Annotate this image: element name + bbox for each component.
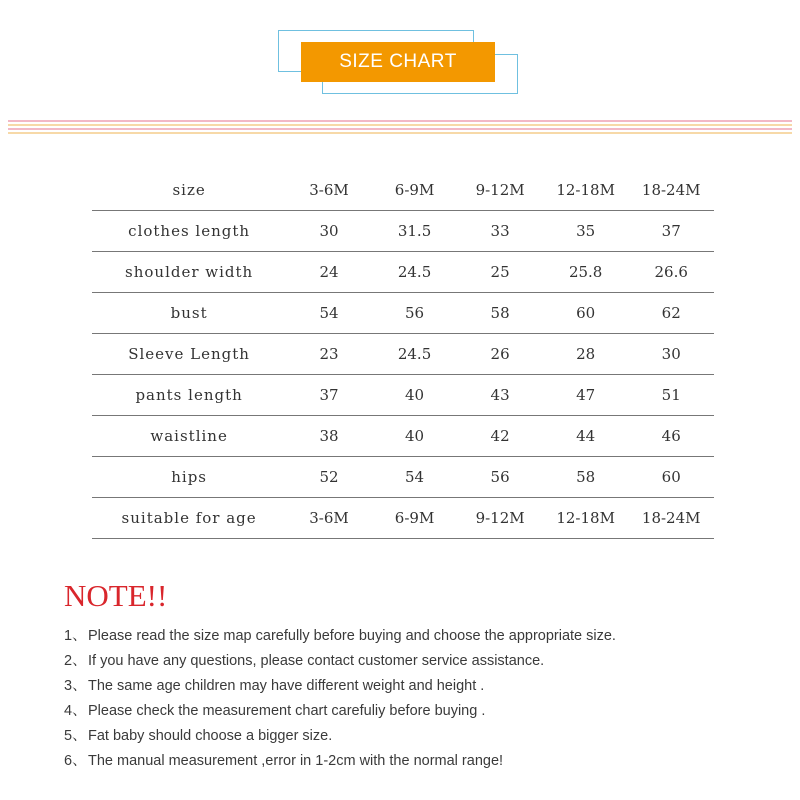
size-chart-banner bbox=[301, 42, 495, 82]
row-label: bust bbox=[92, 293, 286, 334]
table-cell: 56 bbox=[372, 293, 458, 334]
table-row bbox=[92, 375, 714, 416]
decorative-stripes bbox=[8, 120, 792, 134]
table-cell: 24 bbox=[286, 252, 372, 293]
column-header: 12-18M bbox=[543, 170, 629, 211]
list-item bbox=[64, 624, 616, 649]
table-cell: 38 bbox=[286, 416, 372, 457]
stripe-2 bbox=[8, 124, 792, 126]
table-cell: 24.5 bbox=[372, 334, 458, 375]
table-cell: 54 bbox=[372, 457, 458, 498]
page-title: SIZE CHART bbox=[339, 51, 457, 72]
table-cell: 51 bbox=[628, 375, 714, 416]
table-cell: 47 bbox=[543, 375, 629, 416]
table-cell: 56 bbox=[457, 457, 543, 498]
table-cell: 26.6 bbox=[628, 252, 714, 293]
table-row bbox=[92, 416, 714, 457]
table-cell: 30 bbox=[286, 211, 372, 252]
row-label: suitable for age bbox=[92, 498, 286, 539]
row-label: clothes length bbox=[92, 211, 286, 252]
note-text: Please read the size map carefully before buying and choose the appropriate size. bbox=[88, 628, 616, 644]
stripe-3 bbox=[8, 128, 792, 130]
stripe-4 bbox=[8, 132, 792, 134]
table-cell: 40 bbox=[372, 416, 458, 457]
note-text: Fat baby should choose a bigger size. bbox=[88, 728, 333, 744]
note-number: 4、 bbox=[64, 703, 87, 719]
column-header: 18-24M bbox=[628, 170, 714, 211]
column-header: 6-9M bbox=[372, 170, 458, 211]
table-row bbox=[92, 252, 714, 293]
column-header: size bbox=[92, 170, 286, 211]
table-cell: 60 bbox=[628, 457, 714, 498]
table-cell: 40 bbox=[372, 375, 458, 416]
column-header: 9-12M bbox=[457, 170, 543, 211]
note-text: The same age children may have different weight and height . bbox=[88, 678, 485, 694]
table-header-row bbox=[92, 170, 714, 211]
table-cell: 37 bbox=[286, 375, 372, 416]
table-cell: 58 bbox=[543, 457, 629, 498]
table-cell: 31.5 bbox=[372, 211, 458, 252]
table-cell: 44 bbox=[543, 416, 629, 457]
table-cell: 30 bbox=[628, 334, 714, 375]
size-table bbox=[92, 170, 714, 539]
table-cell: 12-18M bbox=[543, 498, 629, 539]
stripe-1 bbox=[8, 120, 792, 122]
table-cell: 58 bbox=[457, 293, 543, 334]
table-cell: 3-6M bbox=[286, 498, 372, 539]
table-cell: 43 bbox=[457, 375, 543, 416]
note-text: Please check the measurement chart carefuliy before buying . bbox=[88, 703, 486, 719]
note-list bbox=[64, 624, 616, 774]
row-label: waistline bbox=[92, 416, 286, 457]
table-cell: 33 bbox=[457, 211, 543, 252]
table-cell: 26 bbox=[457, 334, 543, 375]
table-cell: 60 bbox=[543, 293, 629, 334]
table-row bbox=[92, 334, 714, 375]
table-row bbox=[92, 457, 714, 498]
table-cell: 28 bbox=[543, 334, 629, 375]
table-row bbox=[92, 211, 714, 252]
table-row bbox=[92, 293, 714, 334]
row-label: hips bbox=[92, 457, 286, 498]
note-text: The manual measurement ,error in 1-2cm with the normal range! bbox=[88, 753, 504, 769]
note-text: If you have any questions, please contact customer service assistance. bbox=[88, 653, 545, 669]
column-header: 3-6M bbox=[286, 170, 372, 211]
table-cell: 25 bbox=[457, 252, 543, 293]
table-cell: 35 bbox=[543, 211, 629, 252]
list-item bbox=[64, 674, 616, 699]
note-number: 3、 bbox=[64, 678, 87, 694]
table-cell: 37 bbox=[628, 211, 714, 252]
note-title: NOTE!! bbox=[64, 578, 168, 613]
table-cell: 18-24M bbox=[628, 498, 714, 539]
table-cell: 46 bbox=[628, 416, 714, 457]
table-cell: 52 bbox=[286, 457, 372, 498]
note-number: 5、 bbox=[64, 728, 87, 744]
table-row bbox=[92, 498, 714, 539]
row-label: shoulder width bbox=[92, 252, 286, 293]
table-cell: 24.5 bbox=[372, 252, 458, 293]
table-cell: 54 bbox=[286, 293, 372, 334]
list-item bbox=[64, 724, 616, 749]
table-cell: 9-12M bbox=[457, 498, 543, 539]
note-number: 2、 bbox=[64, 653, 87, 669]
table-cell: 6-9M bbox=[372, 498, 458, 539]
table-cell: 62 bbox=[628, 293, 714, 334]
table-cell: 42 bbox=[457, 416, 543, 457]
note-number: 1、 bbox=[64, 628, 87, 644]
note-number: 6、 bbox=[64, 753, 87, 769]
list-item bbox=[64, 649, 616, 674]
table-cell: 23 bbox=[286, 334, 372, 375]
row-label: pants length bbox=[92, 375, 286, 416]
list-item bbox=[64, 749, 616, 774]
list-item bbox=[64, 699, 616, 724]
row-label: Sleeve Length bbox=[92, 334, 286, 375]
table-cell: 25.8 bbox=[543, 252, 629, 293]
